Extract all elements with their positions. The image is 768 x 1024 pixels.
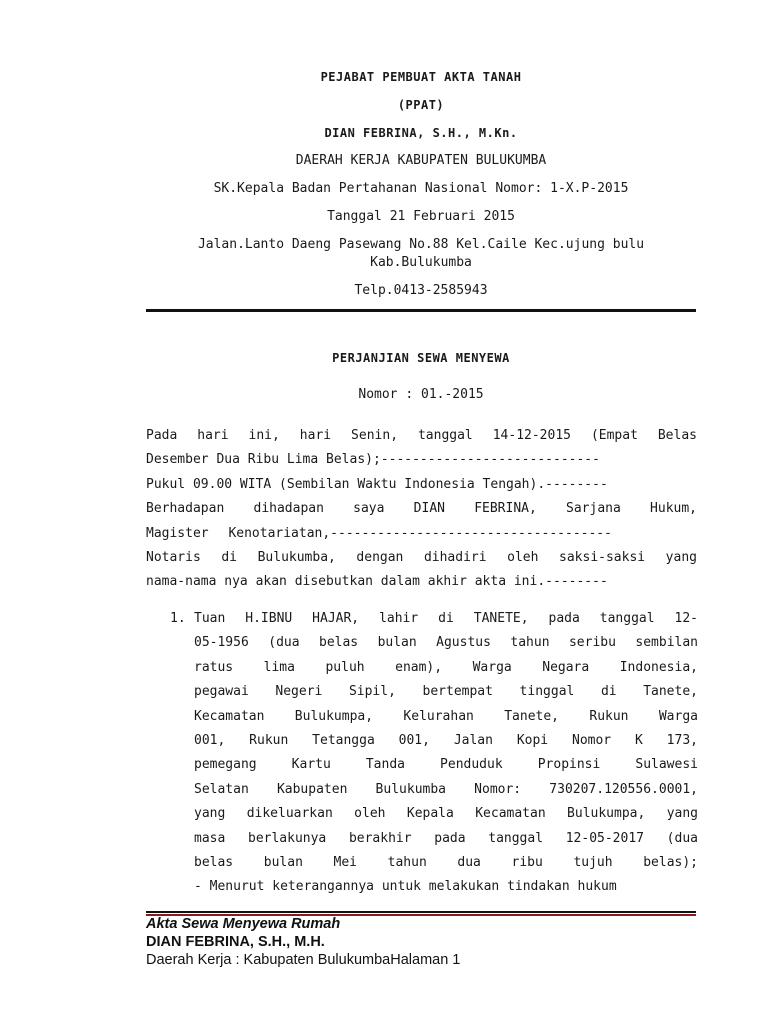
page-footer (146, 915, 460, 970)
footer-divider (146, 911, 696, 913)
list-line: pegawai Negeri Sipil, bertempat tinggal di Tanete, (194, 684, 698, 700)
list-line: 001, Rukun Tetangga 001, Jalan Kopi Nomor K 173, (194, 732, 698, 748)
letterhead-title: PEJABAT PEMBUAT AKTA TANAH (320, 70, 522, 84)
footer-notary-name: DIAN FEBRINA, S.H., M.H. (146, 934, 325, 950)
list-item (170, 607, 698, 875)
body-line: Berhadapan dihadapan saya DIAN FEBRINA, Sarjana Hukum, (146, 501, 697, 517)
party-list (170, 607, 698, 900)
list-line: Tuan H.IBNU HAJAR, lahir di TANETE, pada tanggal 12- (194, 611, 698, 626)
body-line: Pukul 09.00 WITA (Sembilan Waktu Indonesia Tengah).-------- (146, 476, 608, 492)
list-line: belas bulan Mei tahun dua ribu tujuh belas); (194, 854, 698, 870)
body-line: Magister Kenotariatan,------------------------------------ (146, 525, 612, 541)
letterhead-divider (146, 309, 696, 312)
list-sub-item: - Menurut keterangannya untuk melakukan tindakan hukum (194, 879, 617, 895)
decree-date: Tanggal 21 Februari 2015 (327, 209, 515, 224)
list-line: Kecamatan Bulukumpa, Kelurahan Tanete, Rukun Warga (194, 708, 698, 724)
address-line-1: Jalan.Lanto Daeng Pasewang No.88 Kel.Caile Kec.ujung bulu (197, 237, 645, 252)
body-line: Desember Dua Ribu Lima Belas);---------------------------- (146, 452, 600, 468)
letterhead (146, 68, 696, 300)
decree-number: SK.Kepala Badan Pertahanan Nasional Nomor: 1-X.P-2015 (213, 181, 629, 196)
list-line: masa berlakunya berakhir pada tanggal 12-05-2017 (dua (194, 830, 698, 846)
notary-name: DIAN FEBRINA, S.H., M.Kn. (324, 126, 518, 140)
list-line: 05-1956 (dua belas bulan Agustus tahun seribu sembilan (194, 635, 698, 651)
list-line: Selatan Kabupaten Bulukumba Nomor: 730207.120556.0001, (194, 781, 698, 797)
letterhead-subtitle: (PPAT) (397, 98, 445, 112)
list-line: ratus lima puluh enam), Warga Negara Indonesia, (194, 659, 698, 675)
document-title: PERJANJIAN SEWA MENYEWA (332, 351, 510, 365)
phone-number: Telp.0413-2585943 (354, 283, 488, 298)
list-item-number: 1. (170, 611, 186, 626)
list-item-text (194, 607, 698, 875)
document-number: Nomor : 01.-2015 (358, 387, 484, 402)
footer-document-name: Akta Sewa Menyewa Rumah (146, 916, 341, 932)
address-line-2: Kab.Bulukumba (370, 255, 472, 270)
list-line: pemegang Kartu Tanda Penduduk Propinsi Sulawesi (194, 757, 698, 773)
body-line: nama-nama nya akan disebutkan dalam akhir akta ini.-------- (146, 574, 608, 590)
footer-region-page: Daerah Kerja : Kabupaten BulukumbaHalaman 1 (146, 952, 461, 968)
list-line: yang dikeluarkan oleh Kepala Kecamatan Bulukumpa, yang (194, 806, 698, 822)
body-line: Pada hari ini, hari Senin, tanggal 14-12-2015 (Empat Belas (146, 428, 697, 443)
body-line: Notaris di Bulukumba, dengan dihadiri oleh saksi-saksi yang (146, 549, 697, 565)
opening-paragraph (146, 424, 697, 595)
work-region: DAERAH KERJA KABUPATEN BULUKUMBA (295, 153, 547, 168)
